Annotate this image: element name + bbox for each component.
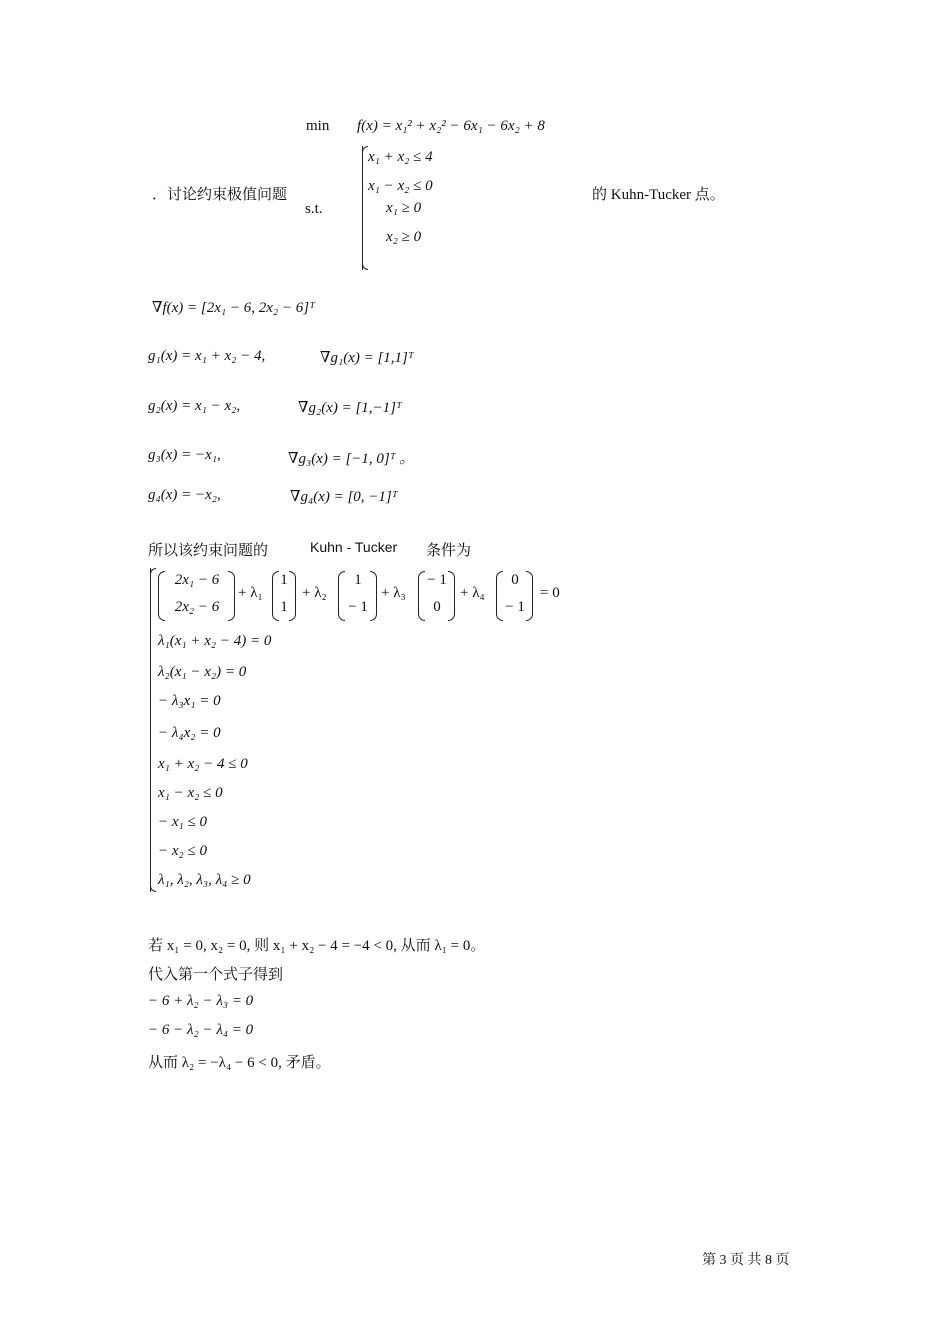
g3-def: g₃(x) = −x₁, — [148, 447, 221, 463]
lambda1-term: + λ₁ — [238, 585, 263, 601]
kt-line-4: − λ₄x₂ = 0 — [158, 725, 221, 741]
constraint-4: x₂ ≥ 0 — [386, 229, 422, 245]
vec-f-bottom: 2x₂ − 6 — [174, 599, 220, 615]
grad-g3: ∇g₃(x) = [−1, 0]ᵀ 。 — [288, 451, 415, 467]
kt-line-8: − x₂ ≤ 0 — [158, 843, 207, 859]
vec3-top: − 1 — [427, 572, 447, 588]
vec4-right-paren — [526, 571, 533, 621]
problem-intro: ．讨论约束极值问题 — [152, 187, 288, 203]
grad-g2: ∇g₂(x) = [1,−1]ᵀ — [298, 400, 402, 416]
lambda3-term: + λ₃ — [381, 585, 406, 601]
constraint-3: x₁ ≥ 0 — [386, 200, 422, 216]
vec4-bottom: − 1 — [505, 599, 525, 615]
case-line-4: − 6 − λ₂ − λ₄ = 0 — [148, 1022, 254, 1038]
case-line-1: 若 x₁ = 0, x₂ = 0, 则 x₁ + x₂ − 4 = −4 < 0, 从而 λ₁ = 0。 — [148, 938, 486, 954]
g2-def: g₂(x) = x₁ − x₂, — [148, 398, 241, 414]
kt-name: Kuhn - Tucker — [310, 539, 398, 555]
case-line-5: 从而 λ₂ = −λ₄ − 6 < 0, 矛盾。 — [148, 1055, 331, 1071]
kt-line-6: x₁ − x₂ ≤ 0 — [158, 785, 223, 801]
vec4-top: 0 — [511, 572, 519, 588]
case-line-2: 代入第一个式子得到 — [148, 967, 284, 983]
vec2-bottom: − 1 — [348, 599, 368, 615]
st-label: s.t. — [305, 201, 323, 217]
min-label: min — [306, 118, 330, 134]
kt-intro-suffix: 条件为 — [426, 543, 472, 559]
vec1-top: 1 — [280, 572, 288, 588]
vector-eq-zero: = 0 — [540, 585, 560, 601]
kt-line-5: x₁ + x₂ − 4 ≤ 0 — [158, 756, 248, 772]
kt-line-2: λ₂(x₁ − x₂) = 0 — [158, 664, 247, 680]
kt-intro-prefix: 所以该约束问题的 — [148, 543, 269, 559]
kt-line-7: − x₁ ≤ 0 — [158, 814, 207, 830]
kt-line-1: λ₁(x₁ + x₂ − 4) = 0 — [158, 633, 272, 649]
objective-function: f(x) = x₁² + x₂² − 6x₁ − 6x₂ + 8 — [357, 118, 545, 134]
page-number: 第 3 页 共 8 页 — [702, 1253, 790, 1268]
vec1-bottom: 1 — [280, 599, 288, 615]
vec2-top: 1 — [354, 572, 362, 588]
constraint-brace — [362, 146, 363, 270]
kt-line-9: λ₁, λ₂, λ₃, λ₄ ≥ 0 — [158, 872, 251, 888]
grad-g1: ∇g₁(x) = [1,1]ᵀ — [320, 350, 414, 366]
constraint-1: x₁ + x₂ ≤ 4 — [368, 149, 433, 165]
vec-f-right-paren — [228, 571, 235, 621]
vec2-right-paren — [370, 571, 377, 621]
g4-def: g₄(x) = −x₂, — [148, 487, 221, 503]
constraint-2: x₁ − x₂ ≤ 0 — [368, 178, 433, 194]
kt-line-3: − λ₃x₁ = 0 — [158, 693, 221, 709]
vec-f-top: 2x₁ − 6 — [174, 572, 220, 588]
grad-f: ∇f(x) = [2x₁ − 6, 2x₂ − 6]ᵀ — [152, 300, 315, 316]
lambda2-term: + λ₂ — [302, 585, 327, 601]
vec1-right-paren — [289, 571, 296, 621]
case-line-3: − 6 + λ₂ − λ₃ = 0 — [148, 993, 254, 1009]
vec3-right-paren — [448, 571, 455, 621]
grad-g4: ∇g₄(x) = [0, −1]ᵀ — [290, 489, 398, 505]
g1-def: g₁(x) = x₁ + x₂ − 4, — [148, 348, 266, 364]
problem-tail: 的 Kuhn-Tucker 点。 — [592, 187, 725, 203]
kt-brace — [150, 568, 151, 892]
lambda4-term: + λ₄ — [460, 585, 485, 601]
vec3-bottom: 0 — [433, 599, 441, 615]
